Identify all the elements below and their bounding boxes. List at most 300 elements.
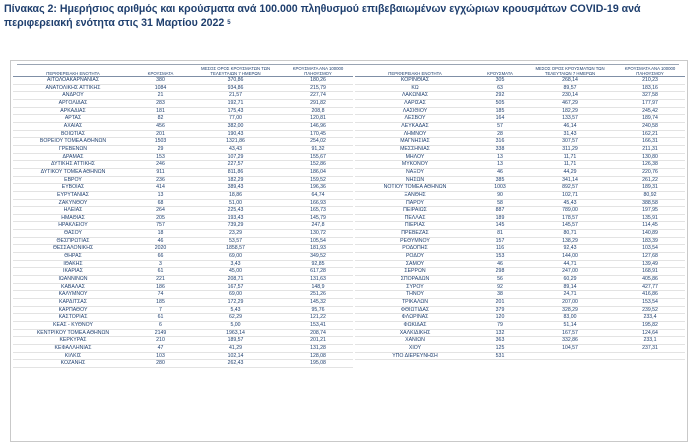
cell-avg7: 190,43 — [188, 130, 283, 138]
cell-cases: 58 — [475, 199, 525, 207]
cell-avg7: 104,57 — [525, 344, 615, 352]
header-avg7: ΜΕΣΟΣ ΟΡΟΣ ΚΡΟΥΣΜΑΤΩΝ ΤΩΝ ΤΕΛΕΥΤΑΙΩΝ 7 ΗΜΕΡΩΝ — [525, 61, 615, 77]
cell-avg7: 24,71 — [525, 291, 615, 299]
cell-per100k: 227,74 — [283, 92, 353, 100]
cell-cases: 911 — [133, 168, 188, 176]
cell-per100k: 220,76 — [615, 168, 685, 176]
table-row — [13, 84, 353, 92]
cell-per100k: 427,77 — [615, 283, 685, 291]
table-row — [355, 322, 685, 330]
cell-per100k: 159,52 — [283, 176, 353, 184]
table-row — [13, 283, 353, 291]
footnote-marker: 5 — [227, 19, 231, 26]
cell-unit: ΕΥΒΟΙΑΣ — [13, 184, 133, 192]
header-per100k: ΚΡΟΥΣΜΑΤΑ ΑΝΑ 100000 ΠΛΗΘΥΣΜΟΥ — [615, 61, 685, 77]
table-row — [355, 237, 685, 245]
table-row — [13, 360, 353, 368]
left-table-body — [13, 77, 353, 368]
cell-unit: ΡΟΔΟΠΗΣ — [355, 245, 475, 253]
table-row — [355, 245, 685, 253]
cell-unit: ΘΕΣΠΡΩΤΙΑΣ — [13, 237, 133, 245]
cell-avg7: 307,57 — [525, 138, 615, 146]
cell-avg7: 341,14 — [525, 176, 615, 184]
cell-avg7: 11,71 — [525, 153, 615, 161]
table-row — [13, 314, 353, 322]
cell-unit: ΝΗΣΩΝ — [355, 176, 475, 184]
cell-avg7: 62,29 — [188, 314, 283, 322]
cell-unit: ΔΥΤΙΚΟΥ ΤΟΜΕΑ ΑΘΗΝΩΝ — [13, 168, 133, 176]
cell-avg7: 332,86 — [525, 337, 615, 345]
cell-cases: 201 — [475, 299, 525, 307]
cell-unit: ΑΡΚΑΔΙΑΣ — [13, 107, 133, 115]
cell-avg7: 178,57 — [525, 214, 615, 222]
cell-cases: 90 — [475, 191, 525, 199]
cell-unit: ΚΩ — [355, 84, 475, 92]
cell-unit: ΧΙΟΥ — [355, 344, 475, 352]
cell-per100k: 170,45 — [283, 130, 353, 138]
cell-unit: ΣΠΟΡΑΔΩΝ — [355, 276, 475, 284]
table-row — [13, 299, 353, 307]
cell-avg7: 189,57 — [188, 337, 283, 345]
cell-cases: 157 — [475, 237, 525, 245]
cell-unit: ΚΑΡΠΑΘΟΥ — [13, 306, 133, 314]
cell-per100k: 247,8 — [283, 222, 353, 230]
cell-unit: ΜΑΓΝΗΣΙΑΣ — [355, 138, 475, 146]
table-row — [13, 161, 353, 169]
cell-unit: ΑΙΤΩΛΟΑΚΑΡΝΑΝΙΑΣ — [13, 77, 133, 85]
cell-per100k: 124,64 — [615, 329, 685, 337]
table-row — [13, 214, 353, 222]
cell-per100k: 327,58 — [615, 92, 685, 100]
cell-avg7: 69,00 — [188, 291, 283, 299]
cell-cases: 74 — [133, 291, 188, 299]
cell-unit: ΧΑΛΚΙΔΙΚΗΣ — [355, 329, 475, 337]
cell-per100k: 105,54 — [283, 237, 353, 245]
cell-unit: ΑΡΓΟΛΙΔΑΣ — [13, 99, 133, 107]
cell-cases: 1003 — [475, 184, 525, 192]
cell-unit: ΡΕΘΥΜΝΟΥ — [355, 237, 475, 245]
cell-per100k: 135,91 — [615, 214, 685, 222]
cell-cases: 363 — [475, 337, 525, 345]
cell-per100k: 208,74 — [283, 329, 353, 337]
table-row — [355, 276, 685, 284]
cell-cases: 887 — [475, 207, 525, 215]
cell-cases: 292 — [475, 92, 525, 100]
cell-cases: 29 — [133, 145, 188, 153]
cell-unit: ΗΜΑΘΙΑΣ — [13, 214, 133, 222]
header-cases: ΚΡΟΥΣΜΑΤΑ — [475, 61, 525, 77]
cell-unit: ΙΚΑΡΙΑΣ — [13, 268, 133, 276]
cell-unit: ΞΑΝΘΗΣ — [355, 191, 475, 199]
table-row — [355, 184, 685, 192]
cell-unit: ΑΧΑΪΑΣ — [13, 122, 133, 130]
cell-per100k: 251,26 — [283, 291, 353, 299]
cell-cases: 456 — [133, 122, 188, 130]
cell-cases: 298 — [475, 268, 525, 276]
cell-unit: ΤΗΝΟΥ — [355, 291, 475, 299]
cell-per100k: 91,32 — [283, 145, 353, 153]
cell-cases: 103 — [133, 352, 188, 360]
cell-cases: 280 — [133, 360, 188, 368]
cell-unit: ΔΡΑΜΑΣ — [13, 153, 133, 161]
cell-unit: ΚΟΖΑΝΗΣ — [13, 360, 133, 368]
table-row — [13, 77, 353, 85]
cell-cases: 164 — [475, 115, 525, 123]
cell-unit: ΣΑΜΟΥ — [355, 260, 475, 268]
cell-unit: ΜΗΛΟΥ — [355, 153, 475, 161]
cell-cases: 305 — [475, 77, 525, 85]
cell-cases: 46 — [475, 260, 525, 268]
table-row — [355, 299, 685, 307]
table-row — [355, 168, 685, 176]
cell-avg7: 53,57 — [188, 237, 283, 245]
cell-avg7: 80,71 — [525, 230, 615, 238]
cell-cases: 379 — [475, 306, 525, 314]
cell-avg7: 1963,14 — [188, 329, 283, 337]
cell-avg7: 207,00 — [525, 299, 615, 307]
cell-cases: 1084 — [133, 84, 188, 92]
cell-cases: 380 — [133, 77, 188, 85]
cell-unit: ΣΥΡΟΥ — [355, 283, 475, 291]
cell-avg7: 43,43 — [188, 145, 283, 153]
cell-unit: ΛΕΣΒΟΥ — [355, 115, 475, 123]
cell-avg7: 230,14 — [525, 92, 615, 100]
cell-avg7: 145,57 — [525, 222, 615, 230]
table-row — [13, 107, 353, 115]
cell-unit: ΗΡΑΚΛΕΙΟΥ — [13, 222, 133, 230]
table-row — [355, 107, 685, 115]
cell-cases: 46 — [475, 168, 525, 176]
cell-per100k: 245,42 — [615, 107, 685, 115]
cell-per100k: 237,31 — [615, 344, 685, 352]
cell-unit: ΑΡΤΑΣ — [13, 115, 133, 123]
cell-per100k: 166,31 — [615, 138, 685, 146]
cell-avg7: 328,29 — [525, 306, 615, 314]
cell-cases: 38 — [475, 291, 525, 299]
cell-cases: 79 — [475, 322, 525, 330]
table-row — [355, 130, 685, 138]
cell-unit: ΚΟΡΙΝΘΙΑΣ — [355, 77, 475, 85]
cell-unit: ΚΑΡΔΙΤΣΑΣ — [13, 299, 133, 307]
cell-avg7: 107,29 — [188, 153, 283, 161]
table-row — [355, 92, 685, 100]
cell-avg7: 92,43 — [525, 245, 615, 253]
cell-unit: ΥΠΟ ΔΙΕΡΕΥΝΗΣΗ — [355, 352, 475, 360]
cell-unit: ΚΕΝΤΡΙΚΟΥ ΤΟΜΕΑ ΑΘΗΝΩΝ — [13, 329, 133, 337]
table-title-text: Πίνακας 2: Ημερήσιος αριθμός και κρούσματα ανά 100.000 πληθυσμού επιβεβαιωμένων εγχώριων κρουσμάτων COVID-19 ανά περιφερειακή ενότητα στις 31 Μαρτίου 2022 — [4, 3, 641, 29]
cell-cases: 68 — [133, 199, 188, 207]
cell-per100k: 92,85 — [283, 260, 353, 268]
cell-cases: 92 — [475, 283, 525, 291]
cell-avg7: 1321,86 — [188, 138, 283, 146]
cell-avg7 — [525, 352, 615, 360]
cell-per100k: 114,45 — [615, 222, 685, 230]
cell-unit: ΜΕΣΣΗΝΙΑΣ — [355, 145, 475, 153]
cell-cases: 7 — [133, 306, 188, 314]
cell-avg7: 182,29 — [525, 107, 615, 115]
cell-cases: 189 — [475, 214, 525, 222]
cell-cases: 205 — [133, 214, 188, 222]
cell-avg7: 23,29 — [188, 230, 283, 238]
table-row — [13, 153, 353, 161]
cell-cases: 246 — [133, 161, 188, 169]
cell-per100k: 181,93 — [283, 245, 353, 253]
cell-unit: ΚΙΛΚΙΣ — [13, 352, 133, 360]
table-row — [355, 222, 685, 230]
table-row — [13, 268, 353, 276]
table-row — [355, 191, 685, 199]
table-row — [355, 337, 685, 345]
cell-unit: ΠΕΛΛΑΣ — [355, 214, 475, 222]
header-cases: ΚΡΟΥΣΜΑΤΑ — [133, 61, 188, 77]
table-row — [13, 99, 353, 107]
cell-cases: 13 — [475, 161, 525, 169]
table-row — [13, 329, 353, 337]
cell-cases: 125 — [475, 344, 525, 352]
cell-avg7: 208,71 — [188, 276, 283, 284]
cell-avg7: 133,57 — [525, 115, 615, 123]
cell-per100k: 233,1 — [615, 337, 685, 345]
cell-per100k: 168,91 — [615, 268, 685, 276]
table-row — [13, 253, 353, 261]
cell-unit: ΔΥΤΙΚΗΣ ΑΤΤΙΚΗΣ — [13, 161, 133, 169]
table-row — [13, 344, 353, 352]
table-row — [13, 291, 353, 299]
cell-avg7: 172,29 — [188, 299, 283, 307]
cell-cases: 61 — [133, 268, 188, 276]
cell-cases: 1503 — [133, 138, 188, 146]
cell-avg7: 789,00 — [525, 207, 615, 215]
table-row — [355, 260, 685, 268]
cell-cases: 283 — [133, 99, 188, 107]
header-unit: ΠΕΡΙΦΕΡΕΙΑΚΗ ΕΝΟΤΗΤΑ — [355, 61, 475, 77]
table-row — [355, 214, 685, 222]
cell-per100k: 388,58 — [615, 199, 685, 207]
table-row — [13, 245, 353, 253]
table-row — [355, 207, 685, 215]
cell-cases: 82 — [133, 115, 188, 123]
cell-avg7: 45,00 — [188, 268, 283, 276]
cell-unit: ΖΑΚΥΝΘΟΥ — [13, 199, 133, 207]
cell-cases: 21 — [133, 92, 188, 100]
header-per100k: ΚΡΟΥΣΜΑΤΑ ΑΝΑ 100000 ΠΛΗΘΥΣΜΟΥ — [283, 61, 353, 77]
table-row — [355, 145, 685, 153]
cell-per100k: 233,4 — [615, 314, 685, 322]
cell-unit: ΕΒΡΟΥ — [13, 176, 133, 184]
cell-per100k — [615, 352, 685, 360]
cell-per100k: 254,02 — [283, 138, 353, 146]
cell-avg7: 51,14 — [525, 322, 615, 330]
cell-per100k: 189,74 — [615, 115, 685, 123]
cell-avg7: 370,86 — [188, 77, 283, 85]
cell-per100k: 153,41 — [283, 322, 353, 330]
cell-unit: ΘΑΣΟΥ — [13, 230, 133, 238]
header-avg7: ΜΕΣΟΣ ΟΡΟΣ ΚΡΟΥΣΜΑΤΩΝ ΤΩΝ ΤΕΛΕΥΤΑΙΩΝ 7 ΗΜΕΡΩΝ — [188, 61, 283, 77]
cell-cases: 186 — [133, 283, 188, 291]
cell-avg7: 167,57 — [188, 283, 283, 291]
table-row — [13, 138, 353, 146]
cell-cases: 13 — [133, 191, 188, 199]
table-row — [355, 314, 685, 322]
covid-table-frame — [10, 60, 688, 442]
cell-avg7: 51,00 — [188, 199, 283, 207]
table-row — [13, 230, 353, 238]
cell-per100k: 186,04 — [283, 168, 353, 176]
table-row — [13, 322, 353, 330]
cell-avg7: 41,29 — [188, 344, 283, 352]
cell-avg7: 389,43 — [188, 184, 283, 192]
cell-per100k: 180,26 — [283, 77, 353, 85]
cell-unit: ΛΑΚΩΝΙΑΣ — [355, 92, 475, 100]
cell-per100k: 130,80 — [615, 153, 685, 161]
table-row — [355, 283, 685, 291]
table-row — [13, 276, 353, 284]
cell-cases: 132 — [475, 329, 525, 337]
cell-unit: ΙΩΑΝΝΙΝΩΝ — [13, 276, 133, 284]
cell-unit: ΛΑΡΙΣΑΣ — [355, 99, 475, 107]
cell-cases: 414 — [133, 184, 188, 192]
cell-per100k: 405,86 — [615, 276, 685, 284]
cell-per100k: 177,97 — [615, 99, 685, 107]
cell-per100k: 165,73 — [283, 207, 353, 215]
cell-avg7: 31,43 — [525, 130, 615, 138]
cell-avg7: 467,29 — [525, 99, 615, 107]
cell-per100k: 349,52 — [283, 253, 353, 261]
cell-per100k: 148,9 — [283, 283, 353, 291]
cell-unit: ΣΕΡΡΩΝ — [355, 268, 475, 276]
cell-cases: 757 — [133, 222, 188, 230]
table-row — [13, 168, 353, 176]
cell-cases: 120 — [475, 314, 525, 322]
cell-per100k: 416,86 — [615, 291, 685, 299]
cell-unit: ΠΑΡΟΥ — [355, 199, 475, 207]
cell-per100k: 140,89 — [615, 230, 685, 238]
table-row — [13, 207, 353, 215]
table-row — [13, 130, 353, 138]
cell-avg7: 193,43 — [188, 214, 283, 222]
table-row — [13, 122, 353, 130]
table-row — [355, 122, 685, 130]
cell-avg7: 311,29 — [525, 145, 615, 153]
cell-per100k: 201,21 — [283, 337, 353, 345]
table-row — [13, 176, 353, 184]
cell-per100k: 617,28 — [283, 268, 353, 276]
cell-cases: 201 — [133, 130, 188, 138]
cell-unit: ΠΙΕΡΙΑΣ — [355, 222, 475, 230]
cell-cases: 185 — [475, 107, 525, 115]
cell-cases: 3 — [133, 260, 188, 268]
cell-avg7: 3,43 — [188, 260, 283, 268]
cell-unit: ΕΥΡΥΤΑΝΙΑΣ — [13, 191, 133, 199]
cell-avg7: 167,57 — [525, 329, 615, 337]
cell-unit: ΚΕΑΣ - ΚΥΘΝΟΥ — [13, 322, 133, 330]
table-row — [355, 138, 685, 146]
cell-avg7: 83,00 — [525, 314, 615, 322]
cell-avg7: 182,29 — [188, 176, 283, 184]
cell-cases: 185 — [133, 299, 188, 307]
cell-cases: 13 — [475, 153, 525, 161]
cell-cases: 63 — [475, 84, 525, 92]
table-row — [13, 237, 353, 245]
cell-avg7: 225,43 — [188, 207, 283, 215]
cell-cases: 57 — [475, 122, 525, 130]
cell-per100k: 183,16 — [615, 84, 685, 92]
cell-avg7: 138,29 — [525, 237, 615, 245]
cell-cases: 61 — [133, 314, 188, 322]
cell-avg7: 5,43 — [188, 306, 283, 314]
cell-cases: 2149 — [133, 329, 188, 337]
table-row — [13, 115, 353, 123]
cell-cases: 18 — [133, 230, 188, 238]
cell-per100k: 145,79 — [283, 214, 353, 222]
table-row — [355, 344, 685, 352]
cell-avg7: 144,00 — [525, 253, 615, 261]
cell-cases: 316 — [475, 138, 525, 146]
left-table — [13, 61, 353, 368]
cell-unit: ΝΟΤΙΟΥ ΤΟΜΕΑ ΑΘΗΝΩΝ — [355, 184, 475, 192]
cell-unit: ΦΩΚΙΔΑΣ — [355, 322, 475, 330]
cell-per100k: 291,82 — [283, 99, 353, 107]
table-row — [13, 145, 353, 153]
cell-per100k: 127,68 — [615, 253, 685, 261]
cell-avg7: 77,00 — [188, 115, 283, 123]
table-row — [355, 84, 685, 92]
cell-unit: ΛΗΜΝΟΥ — [355, 130, 475, 138]
cell-unit: ΦΘΙΩΤΙΔΑΣ — [355, 306, 475, 314]
cell-unit: ΑΝΑΤΟΛΙΚΗΣ ΑΤΤΙΚΗΣ — [13, 84, 133, 92]
cell-cases: 338 — [475, 145, 525, 153]
right-header-row — [355, 61, 685, 77]
cell-cases: 210 — [133, 337, 188, 345]
cell-avg7: 18,86 — [188, 191, 283, 199]
table-row — [355, 199, 685, 207]
cell-per100k: 80,92 — [615, 191, 685, 199]
cell-per100k: 211,31 — [615, 145, 685, 153]
cell-per100k: 103,54 — [615, 245, 685, 253]
table-row — [355, 176, 685, 184]
cell-unit: ΚΕΦΑΛΛΗΝΙΑΣ — [13, 344, 133, 352]
table-row — [355, 291, 685, 299]
cell-cases: 2020 — [133, 245, 188, 253]
table-row — [355, 99, 685, 107]
cell-per100k: 120,81 — [283, 115, 353, 123]
cell-avg7: 5,00 — [188, 322, 283, 330]
cell-unit: ΝΑΞΟΥ — [355, 168, 475, 176]
cell-per100k: 210,23 — [615, 77, 685, 85]
table-row — [355, 306, 685, 314]
cell-per100k: 240,58 — [615, 122, 685, 130]
cell-avg7: 247,00 — [525, 268, 615, 276]
cell-per100k: 197,95 — [615, 207, 685, 215]
cell-per100k: 128,08 — [283, 352, 353, 360]
cell-avg7: 1858,57 — [188, 245, 283, 253]
cell-avg7: 934,86 — [188, 84, 283, 92]
cell-unit: ΚΑΒΑΛΑΣ — [13, 283, 133, 291]
cell-cases: 116 — [475, 245, 525, 253]
cell-cases: 56 — [475, 276, 525, 284]
cell-cases: 47 — [133, 344, 188, 352]
cell-unit: ΜΥΚΟΝΟΥ — [355, 161, 475, 169]
table-row — [355, 77, 685, 85]
cell-unit: ΙΘΑΚΗΣ — [13, 260, 133, 268]
cell-per100k: 166,93 — [283, 199, 353, 207]
cell-per100k: 162,21 — [615, 130, 685, 138]
cell-avg7: 382,00 — [188, 122, 283, 130]
cell-cases: 181 — [133, 107, 188, 115]
cell-unit: ΚΑΛΥΜΝΟΥ — [13, 291, 133, 299]
cell-per100k: 261,22 — [615, 176, 685, 184]
cell-unit: ΗΛΕΙΑΣ — [13, 207, 133, 215]
